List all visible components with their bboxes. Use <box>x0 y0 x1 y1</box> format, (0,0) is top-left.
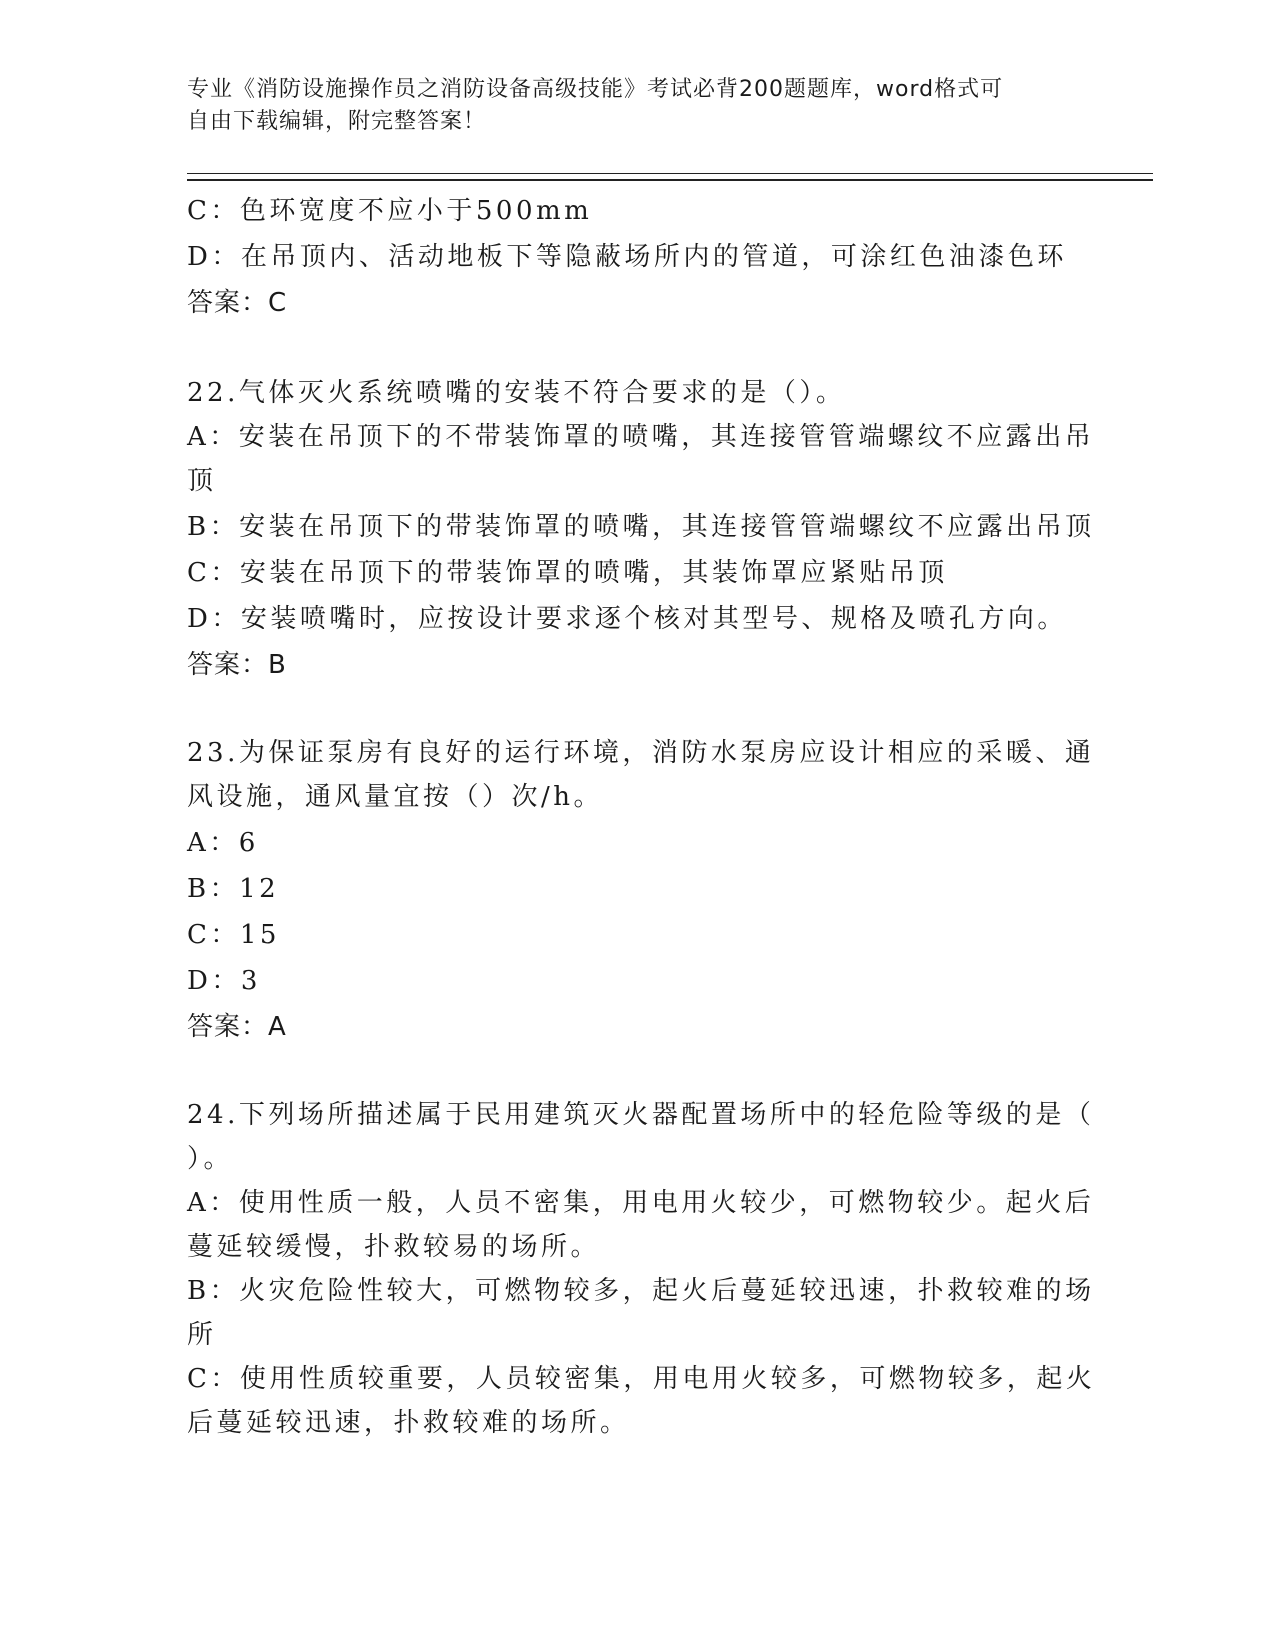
question-stem-line-1: 24.下列场所描述属于民用建筑灭火器配置场所中的轻危险等级的是（ <box>187 1100 1095 1130</box>
option-a-line-1: A：安装在吊顶下的不带装饰罩的喷嘴，其连接管管端螺纹不应露出吊 <box>187 422 1095 452</box>
option-c-line-2: 后蔓延较迅速，扑救较难的场所。 <box>187 1408 630 1438</box>
spacer <box>187 688 1077 732</box>
spacer <box>187 326 1077 370</box>
header-line-1: 专业《消防设施操作员之消防设备高级技能》考试必背200题题库，word格式可 <box>187 77 1004 102</box>
header-divider-thin <box>187 173 1153 174</box>
answer-line: 答案：B <box>187 650 287 680</box>
question-stem-line-1: 23.为保证泵房有良好的运行环境，消防水泵房应设计相应的采暖、通 <box>187 738 1095 768</box>
header-divider-thick <box>187 179 1153 181</box>
option-a-line-2: 蔓延较缓慢，扑救较易的场所。 <box>187 1232 601 1262</box>
option-b-line-2: 所 <box>187 1320 217 1350</box>
option-d: D：在吊顶内、活动地板下等隐蔽场所内的管道，可涂红色油漆色环 <box>187 242 1067 272</box>
question-stem-line-2: 风设施，通风量宜按（）次/h。 <box>187 782 604 812</box>
option-b: B：12 <box>187 874 280 904</box>
answer-line: 答案：A <box>187 1012 287 1042</box>
header-line-2: 自由下载编辑，附完整答案！ <box>187 109 487 134</box>
question-22 <box>187 370 1095 688</box>
option-a-line-1: A：使用性质一般，人员不密集，用电用火较少，可燃物较少。起火后 <box>187 1188 1095 1218</box>
option-d: D：安装喷嘴时，应按设计要求逐个核对其型号、规格及喷孔方向。 <box>187 604 1067 634</box>
question-23 <box>187 732 1095 1050</box>
question-24 <box>187 1094 1096 1446</box>
option-c: C：15 <box>187 920 280 950</box>
option-c-line-1: C：使用性质较重要，人员较密集，用电用火较多，可燃物较多，起火 <box>187 1364 1096 1394</box>
option-b: B：安装在吊顶下的带装饰罩的喷嘴，其连接管管端螺纹不应露出吊顶 <box>187 512 1095 542</box>
question-stem: 22.气体灭火系统喷嘴的安装不符合要求的是（）。 <box>187 378 846 408</box>
option-b-line-1: B：火灾危险性较大，可燃物较多，起火后蔓延较迅速，扑救较难的场 <box>187 1276 1095 1306</box>
option-d: D：3 <box>187 966 261 996</box>
option-a-line-2: 顶 <box>187 466 217 496</box>
answer-line: 答案：C <box>187 288 288 318</box>
page-header <box>187 74 1067 138</box>
option-c: C：色环宽度不应小于500mm <box>187 196 593 226</box>
spacer <box>187 1050 1077 1094</box>
question-list <box>187 188 1096 1446</box>
option-a: A：6 <box>187 828 259 858</box>
question-21-tail <box>187 188 1077 326</box>
option-c: C：安装在吊顶下的带装饰罩的喷嘴，其装饰罩应紧贴吊顶 <box>187 558 948 588</box>
question-stem-line-2: ）。 <box>187 1144 234 1174</box>
